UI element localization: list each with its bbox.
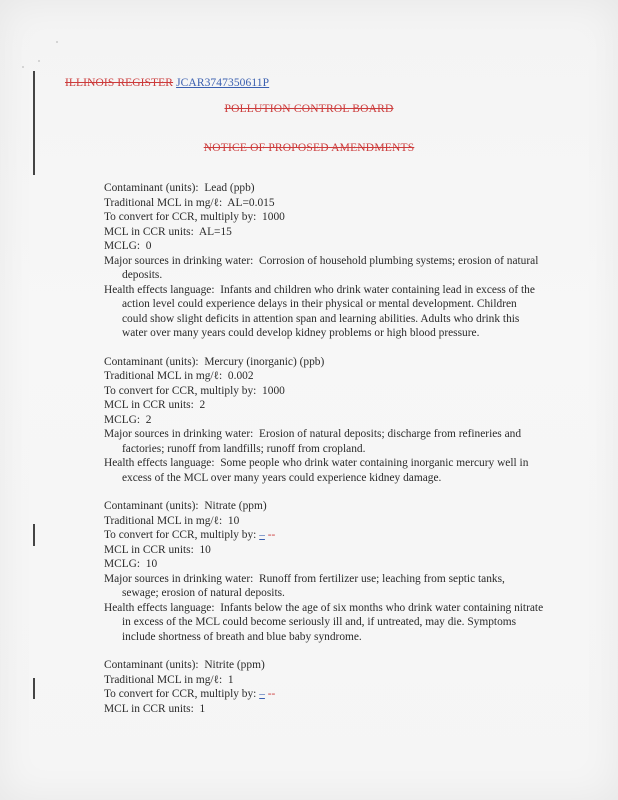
traditional-mcl-value: 10 xyxy=(227,514,240,527)
convert-struck-dash: -- xyxy=(267,529,276,541)
mclg-value: 2 xyxy=(145,413,152,426)
mcl-ccr-line xyxy=(104,702,544,717)
field-label: MCL in CCR units: xyxy=(104,543,194,556)
sources-value: Erosion of natural deposits; discharge from refineries and factories; runoff from landfills; runoff from cropland. xyxy=(122,428,522,455)
health-value: Infants below the age of six months who drink water containing nitrate in excess of the MCL could become seriously ill and, if untreated, may die. Symptoms include shortness of breath and blue baby syndrome. xyxy=(122,601,544,643)
mcl-ccr-value: 2 xyxy=(199,399,206,411)
convert-value: 1000 xyxy=(262,211,285,223)
field-label: To convert for CCR, multiply by: xyxy=(104,211,257,223)
sources-line xyxy=(104,572,544,601)
traditional-mcl-line xyxy=(104,673,544,688)
convert-value: 1000 xyxy=(262,384,285,397)
health-line xyxy=(104,601,544,645)
field-label: MCL in CCR units: xyxy=(104,399,194,411)
field-label: Traditional MCL in mg/ℓ: xyxy=(104,196,223,209)
health-line xyxy=(104,283,544,341)
field-label: Major sources in drinking water: xyxy=(104,572,254,585)
scan-speck xyxy=(56,41,58,43)
agency-title xyxy=(0,103,618,115)
register-code-inserted: JCAR3747350611P xyxy=(176,77,270,89)
contaminant-name: Nitrate (ppm) xyxy=(204,500,267,512)
mclg-value: 0 xyxy=(145,240,152,252)
field-label: Contaminant (units): xyxy=(104,500,199,512)
mcl-ccr-value: 1 xyxy=(199,702,206,715)
mcl-ccr-value: AL=15 xyxy=(198,225,232,238)
traditional-mcl-line xyxy=(104,514,544,529)
convert-struck-dash: -- xyxy=(267,688,276,700)
scan-speck xyxy=(38,60,40,62)
field-label: To convert for CCR, multiply by: xyxy=(104,688,257,700)
mcl-ccr-value: 10 xyxy=(199,543,211,556)
mcl-ccr-line xyxy=(104,225,544,240)
contaminant-line xyxy=(104,181,544,196)
mclg-value: 10 xyxy=(145,558,158,570)
field-label: Health effects language: xyxy=(104,283,215,296)
field-label: MCLG: xyxy=(104,413,141,426)
sources-value: Corrosion of household plumbing systems; erosion of natural deposits. xyxy=(122,254,539,281)
field-label: Health effects language: xyxy=(104,457,215,469)
field-label: To convert for CCR, multiply by: xyxy=(104,384,257,397)
scan-speck xyxy=(22,66,24,68)
contaminant-line xyxy=(104,499,544,514)
field-label: Traditional MCL in mg/ℓ: xyxy=(104,514,223,527)
field-label: MCLG: xyxy=(104,558,141,570)
contaminant-entry-lead xyxy=(104,181,544,341)
health-value: Some people who drink water containing inorganic mercury well in excess of the MCL over many years could experience kidney damage. xyxy=(122,457,529,484)
field-label: Contaminant (units): xyxy=(104,355,199,368)
convert-inserted-dash: – xyxy=(259,529,265,541)
sources-line xyxy=(104,254,544,283)
field-label: Major sources in drinking water: xyxy=(104,254,254,267)
change-bar xyxy=(33,71,35,175)
traditional-mcl-line xyxy=(104,196,544,211)
traditional-mcl-value: 0.002 xyxy=(227,370,254,382)
mclg-line xyxy=(104,239,544,254)
field-label: Contaminant (units): xyxy=(104,182,199,194)
contaminant-entry-nitrite xyxy=(104,658,544,716)
convert-line xyxy=(104,210,544,225)
convert-line xyxy=(104,384,544,399)
contaminant-line xyxy=(104,658,544,673)
convert-line xyxy=(104,687,544,702)
traditional-mcl-value: 1 xyxy=(227,673,234,686)
change-bar xyxy=(33,678,35,699)
contaminant-name: Lead (ppb) xyxy=(204,182,255,194)
traditional-mcl-line xyxy=(104,369,544,384)
mclg-line xyxy=(104,413,544,428)
contaminant-entry-nitrate xyxy=(104,499,544,644)
convert-line xyxy=(104,528,544,543)
field-label: Contaminant (units): xyxy=(104,659,199,671)
field-label: Traditional MCL in mg/ℓ: xyxy=(104,673,223,686)
register-title-struck: ILLINOIS REGISTER xyxy=(65,77,174,89)
field-label: Health effects language: xyxy=(104,601,215,614)
contaminant-line xyxy=(104,355,544,370)
field-label: Major sources in drinking water: xyxy=(104,428,254,440)
mcl-ccr-line xyxy=(104,543,544,558)
board-name-struck: POLLUTION CONTROL BOARD xyxy=(224,103,394,115)
change-bar xyxy=(33,524,35,546)
sources-value: Runoff from fertilizer use; leaching from septic tanks, sewage; erosion of natural deposits. xyxy=(122,572,505,599)
contaminant-entry-mercury xyxy=(104,355,544,486)
notice-heading-struck: NOTICE OF PROPOSED AMENDMENTS xyxy=(203,142,415,154)
notice-title xyxy=(0,142,618,154)
mclg-line xyxy=(104,557,544,572)
mcl-ccr-line xyxy=(104,398,544,413)
contaminant-name: Mercury (inorganic) (ppb) xyxy=(204,355,325,368)
field-label: MCL in CCR units: xyxy=(104,702,194,715)
sources-line xyxy=(104,427,544,456)
contaminant-name: Nitrite (ppm) xyxy=(204,659,265,671)
field-label: MCLG: xyxy=(104,240,141,252)
field-label: MCL in CCR units: xyxy=(104,225,194,238)
contaminant-list xyxy=(104,181,544,730)
field-label: Traditional MCL in mg/ℓ: xyxy=(104,370,223,382)
traditional-mcl-value: AL=0.015 xyxy=(227,196,275,209)
field-label: To convert for CCR, multiply by: xyxy=(104,529,257,541)
health-line xyxy=(104,456,544,485)
register-header xyxy=(65,77,269,89)
health-value: Infants and children who drink water containing lead in excess of the action level could experience delays in their physical or mental development. Children could show slight deficits in attention span and learning abilities. Adults who drink this water over many years could develop kidney problems or high blood pressure. xyxy=(122,283,535,339)
convert-inserted-dash: – xyxy=(259,688,265,700)
